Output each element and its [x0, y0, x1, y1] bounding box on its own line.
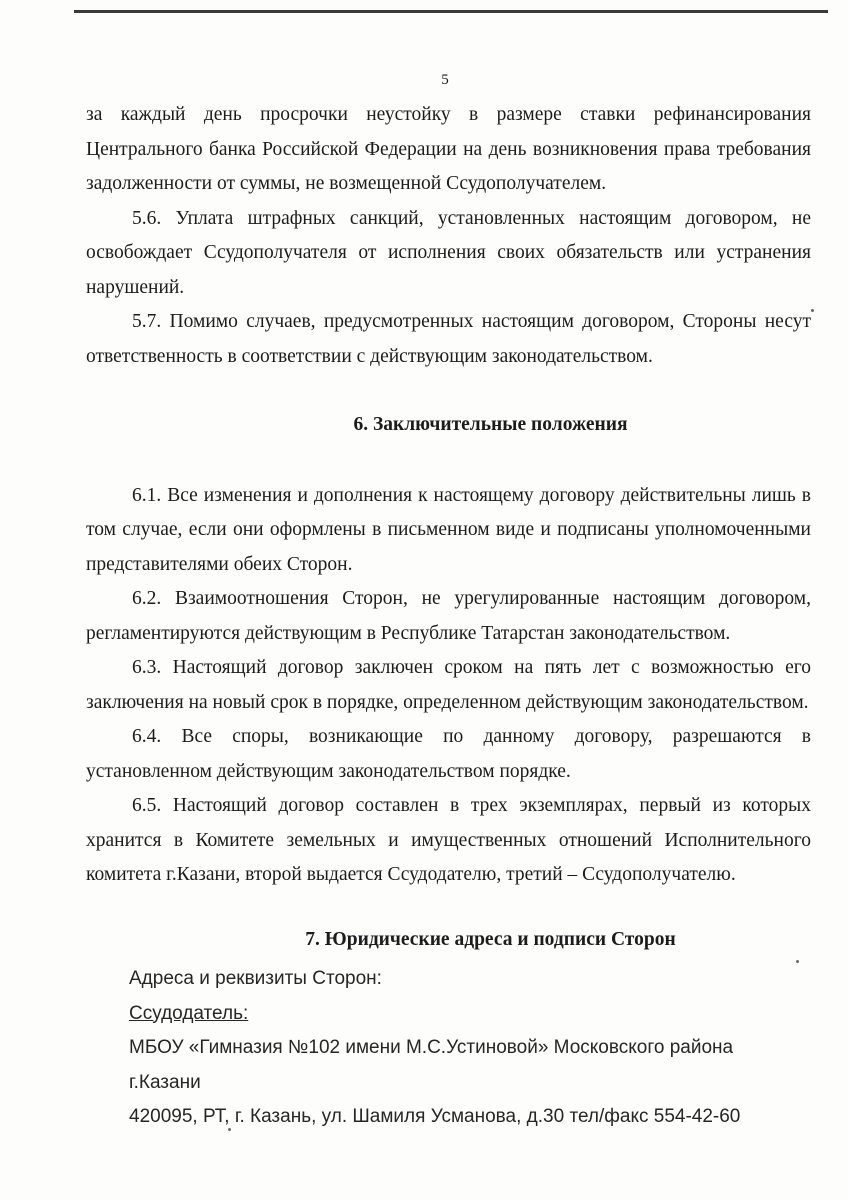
section-7-heading: 7. Юридические адреса и подписи Сторон: [305, 928, 676, 950]
scan-top-edge: [74, 10, 828, 13]
paragraph-6-3: 6.3. Настоящий договор заключен сроком на пять лет с возможностью его заключения на новый срок в порядке, определенном действующим законодательством.: [86, 657, 811, 713]
section-6-heading: 6. Заключительные положения: [353, 414, 628, 435]
lender-city: г.Казани: [129, 1071, 201, 1093]
details-intro: Адреса и реквизиты Сторон:: [129, 968, 382, 989]
page-number: 5: [441, 72, 449, 88]
document-body: [86, 98, 811, 993]
scan-speck: [228, 1128, 231, 1131]
paragraph-6-1: 6.1. Все изменения и дополнения к настоящему договору действительны лишь в том случае, если они оформлены в письменном виде и подписаны уполномоченными представителями обеих Сторон.: [86, 484, 811, 575]
scan-speck: [796, 960, 799, 963]
paragraph-5-7: 5.7. Помимо случаев, предусмотренных настоящим договором, Стороны несут ответственность в соответствии с действующим законодательством.: [86, 311, 811, 367]
paragraph-5-6: 5.6. Уплата штрафных санкций, установленных настоящим договором, не освобождает Ссудополучателя от исполнения своих обязательств или устранения нарушений.: [86, 207, 811, 298]
paragraph-5-5-continuation: за каждый день просрочки неустойку в размере ставки рефинансирования Центрального банка Российской Федерации на день возникновения права требования задолженности от суммы, не возмещенной Ссудополучателем.: [86, 104, 811, 194]
lender-label: Ссудодатель:: [129, 1002, 249, 1024]
paragraph-6-4: 6.4. Все споры, возникающие по данному договору, разрешаются в установленном действующим законодательством порядке.: [86, 726, 811, 782]
lender-name: МБОУ «Гимназия №102 имени М.С.Устиновой» Московского района: [129, 1037, 734, 1058]
paragraph-6-2: 6.2. Взаимоотношения Сторон, не урегулированные настоящим договором, регламентируются действующим в Республике Татарстан законодательством.: [86, 588, 811, 644]
paragraph-6-5: 6.5. Настоящий договор составлен в трех экземплярах, первый из которых хранится в Комитете земельных и имущественных отношений Исполнительного комитета г.Казани, второй выдается Ссудодателю, третий – Ссудополучателю.: [86, 795, 811, 885]
scan-speck: [811, 309, 814, 312]
party-details: [129, 962, 829, 1135]
lender-address: 420095, РТ, г. Казань, ул. Шамиля Усманова, д.30 тел/факс 554-42-60: [129, 1106, 741, 1127]
